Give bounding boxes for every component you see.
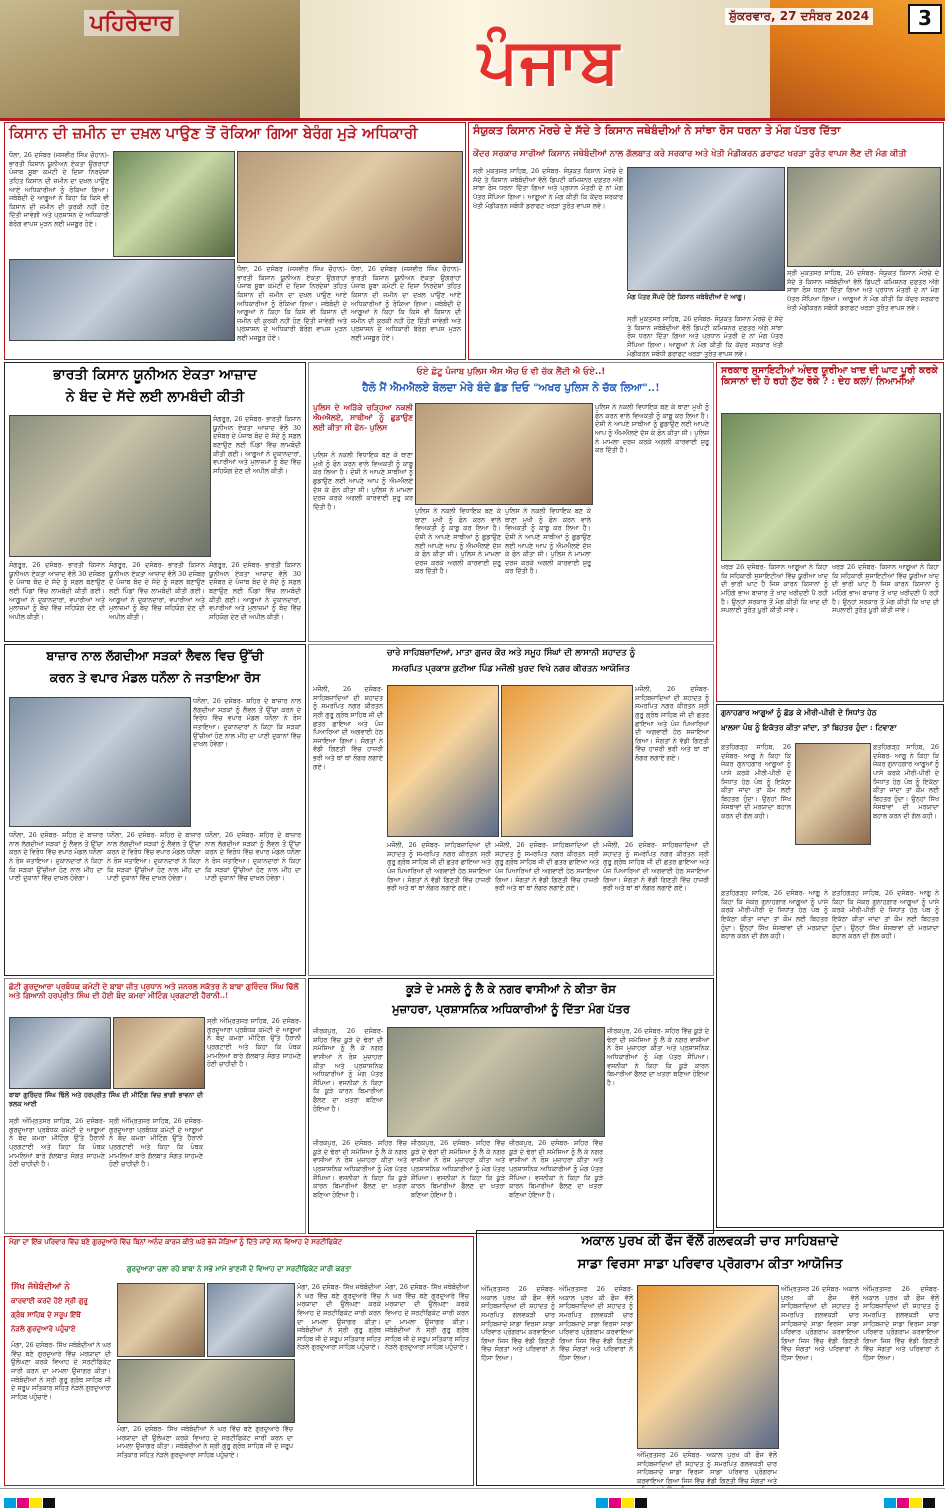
article-body: ਸੰਗਰੂਰ, 26 ਦਸੰਬਰ- ਭਾਰਤੀ ਕਿਸਾਨ ਯੂਨੀਅਨ ਏਕਤਾ ਆਜ਼ਾਦ ਵੱਲੋਂ 30 ਦਸੰਬਰ ਦੇ ਪੰਜਾਬ ਬੰਦ ਦੇ ਸੱਦੇ ਨੂੰ ਸਫ਼ਲ ਬਣਾਉਣ ਲਈ ਪਿੰਡਾਂ ਵਿੱਚ ਲਾਮਬੰਦੀ ਕੀਤੀ ਗਈ। ਆਗੂਆਂ ਨੇ ਦੁਕਾਨਦਾਰਾਂ, ਵਪਾਰੀਆਂ ਅਤੇ ਮੁਲਾਜ਼ਮਾਂ ਨੂੰ ਬੰਦ ਵਿੱਚ ਸਹਿਯੋਗ ਦੇਣ ਦੀ ਅਪੀਲ ਕੀਤੀ।: [109, 561, 205, 621]
article-body: ਜ਼ੀਰਕਪੁਰ, 26 ਦਸੰਬਰ- ਸ਼ਹਿਰ ਵਿੱਚ ਕੂੜੇ ਦੇ ਢੇਰਾਂ ਦੀ ਸਮੱਸਿਆ ਨੂੰ ਲੈ ਕੇ ਨਗਰ ਵਾਸੀਆਂ ਨੇ ਰੋਸ ਮੁਜ਼ਾਹਰਾ ਕੀਤਾ ਅਤੇ ਪ੍ਰਸ਼ਾਸਨਿਕ ਅਧਿਕਾਰੀਆਂ ਨੂੰ ਮੰਗ ਪੱਤਰ ਸੌਂਪਿਆ। ਵਸਨੀਕਾਂ ਨੇ ਕਿਹਾ ਕਿ ਕੂੜੇ ਕਾਰਨ ਬਿਮਾਰੀਆਂ ਫੈਲਣ ਦਾ ਖ਼ਤਰਾ ਬਣਿਆ ਹੋਇਆ ਹੈ।: [411, 1139, 505, 1199]
article-body: ਫ਼ਤਹਿਗੜ੍ਹ ਸਾਹਿਬ, 26 ਦਸੰਬਰ- ਆਗੂ ਨੇ ਕਿਹਾ ਕਿ ਜੇਕਰ ਗੁਨਾਹਗਾਰ ਆਗੂਆਂ ਨੂੰ ਪਾਸੇ ਕਰਕੇ ਮੀਰੀ-ਪੀਰੀ ਦੇ ਸਿਧਾਂਤ ਹੇਠ ਪੰਥ ਨੂੰ ਇਕੱਠਾ ਕੀਤਾ ਜਾਂਦਾ ਤਾਂ ਕੌਮ ਲਈ ਬਿਹਤਰ ਹੁੰਦਾ। ਉਨ੍ਹਾਂ ਸਿੱਖ ਸੰਸਥਾਵਾਂ ਦੀ ਮਰਯਾਦਾ ਬਹਾਲ ਕਰਨ ਦੀ ਗੱਲ ਕਹੀ।: [721, 743, 791, 821]
article-photo: [117, 1283, 205, 1357]
article-body: ਸ੍ਰੀ ਅੰਮ੍ਰਿਤਸਰ ਸਾਹਿਬ, 26 ਦਸੰਬਰ- ਗੁਰਦੁਆਰਾ ਪ੍ਰਬੰਧਕ ਕਮੇਟੀ ਦੇ ਆਗੂਆਂ ਨੇ ਬੰਦ ਕਮਰਾ ਮੀਟਿੰਗ ਉੱਤੇ ਹੈਰਾਨੀ ਪ੍ਰਗਟਾਈ ਅਤੇ ਕਿਹਾ ਕਿ ਪੰਥਕ ਮਾਮਲਿਆਂ ਬਾਰੇ ਗੱਲਬਾਤ ਸੰਗਤ ਸਾਹਮਣੇ ਹੋਣੀ ਚਾਹੀਦੀ ਹੈ।: [109, 1117, 203, 1169]
article-tiwana: [716, 704, 944, 1228]
article-photo: [415, 403, 593, 505]
article-photo: [387, 685, 499, 837]
article-lead: ਪੁਲਿਸ ਦੇ ਅੜਿੱਕੇ ਚੜ੍ਹਿਆ ਨਕਲੀ ਐਮਐਲਏ, ਸਾਥੀਆਂ ਨੂੰ ਛੁਡਾਉਣ ਲਈ ਕੀਤਾ ਸੀ ਫੋਨ- ਪੁਲਿਸ: [313, 403, 413, 433]
article-body: ਮਜੌਲੀ, 26 ਦਸੰਬਰ- ਸਾਹਿਬਜ਼ਾਦਿਆਂ ਦੀ ਸ਼ਹਾਦਤ ਨੂੰ ਸਮਰਪਿਤ ਨਗਰ ਕੀਰਤਨ ਸ੍ਰੀ ਗੁਰੂ ਗ੍ਰੰਥ ਸਾਹਿਬ ਜੀ ਦੀ ਛਤਰ ਛਾਇਆ ਅਤੇ ਪੰਜ ਪਿਆਰਿਆਂ ਦੀ ਅਗਵਾਈ ਹੇਠ ਸਜਾਇਆ ਗਿਆ। ਸੰਗਤਾਂ ਨੇ ਵੱਡੀ ਗਿਣਤੀ ਵਿੱਚ ਹਾਜ਼ਰੀ ਭਰੀ ਅਤੇ ਥਾਂ ਥਾਂ ਲੰਗਰ ਲਗਾਏ ਗਏ।: [635, 685, 709, 763]
article-headline: ਸਮਰਪਿਤ ਪ੍ਰਕਾਸ਼ ਕੁਟੀਆ ਪਿੰਡ ਮਜੌਲੀ ਖੁਰਦ ਵਿਖੇ ਨਗਰ ਕੀਰਤਨ ਆਯੋਜਿਤ: [392, 664, 630, 674]
article-body: ਮੋਗਾ, 26 ਦਸੰਬਰ- ਸਿੱਖ ਜਥੇਬੰਦੀਆਂ ਨੇ ਘਰ ਵਿੱਚ ਬਣੇ ਗੁਰਦੁਆਰੇ ਵਿੱਚ ਮਰਯਾਦਾ ਦੀ ਉਲੰਘਣਾ ਕਰਕੇ ਵਿਆਹ ਦੇ ਸਰਟੀਫਿਕੇਟ ਜਾਰੀ ਕਰਨ ਦਾ ਮਾਮਲਾ ਉਜਾਗਰ ਕੀਤਾ। ਜਥੇਬੰਦੀਆਂ ਨੇ ਸ੍ਰੀ ਗੁਰੂ ਗ੍ਰੰਥ ਸਾਹਿਬ ਜੀ ਦੇ ਸਰੂਪ ਸਤਿਕਾਰ ਸਹਿਤ ਨੇੜਲੇ ਗੁਰਦੁਆਰਾ ਸਾਹਿਬ ਪਹੁੰਚਾਏ।: [297, 1283, 381, 1352]
photo-caption: ਮੰਗ ਪੱਤਰ ਸੌਂਪਦੇ ਹੋਏ ਕਿਸਾਨ ਜਥੇਬੰਦੀਆਂ ਦੇ ਆਗੂ।: [627, 293, 746, 301]
article-headline: ਨੇ ਬੰਦ ਦੇ ਸੱਦੇ ਲਈ ਲਾਮਬੰਦੀ ਕੀਤੀ: [65, 389, 245, 405]
article-subheadline: ਕੇਂਦਰ ਸਰਕਾਰ ਸਾਰੀਆਂ ਕਿਸਾਨ ਜਥੇਬੰਦੀਆਂ ਨਾਲ ਗੱਲਬਾਤ ਕਰੇ ਸਰਕਾਰ ਅਤੇ ਖੇਤੀ ਮੰਡੀਕਰਨ ਡਰਾਫਟ ਖਰੜਾ ਤੁਰੰਤ ਵਾਪਸ ਲੈਣ ਦੀ ਮੰਗ ਕੀਤੀ: [473, 149, 907, 159]
newspaper-brand: ਪਹਿਰੇਦਾਰ: [84, 10, 179, 36]
article-body: ਜ਼ੀਰਕਪੁਰ, 26 ਦਸੰਬਰ- ਸ਼ਹਿਰ ਵਿੱਚ ਕੂੜੇ ਦੇ ਢੇਰਾਂ ਦੀ ਸਮੱਸਿਆ ਨੂੰ ਲੈ ਕੇ ਨਗਰ ਵਾਸੀਆਂ ਨੇ ਰੋਸ ਮੁਜ਼ਾਹਰਾ ਕੀਤਾ ਅਤੇ ਪ੍ਰਸ਼ਾਸਨਿਕ ਅਧਿਕਾਰੀਆਂ ਨੂੰ ਮੰਗ ਪੱਤਰ ਸੌਂਪਿਆ। ਵਸਨੀਕਾਂ ਨੇ ਕਿਹਾ ਕਿ ਕੂੜੇ ਕਾਰਨ ਬਿਮਾਰੀਆਂ ਫੈਲਣ ਦਾ ਖ਼ਤਰਾ ਬਣਿਆ ਹੋਇਆ ਹੈ।: [313, 1139, 407, 1199]
article-photo: [637, 1285, 779, 1449]
color-registration-strip: [4, 1493, 56, 1512]
article-photo: [9, 697, 191, 827]
article-photo: [501, 685, 633, 837]
article-body: ਮੋਗਾ, 26 ਦਸੰਬਰ- ਸਿੱਖ ਜਥੇਬੰਦੀਆਂ ਨੇ ਘਰ ਵਿੱਚ ਬਣੇ ਗੁਰਦੁਆਰੇ ਵਿੱਚ ਮਰਯਾਦਾ ਦੀ ਉਲੰਘਣਾ ਕਰਕੇ ਵਿਆਹ ਦੇ ਸਰਟੀਫਿਕੇਟ ਜਾਰੀ ਕਰਨ ਦਾ ਮਾਮਲਾ ਉਜਾਗਰ ਕੀਤਾ। ਜਥੇਬੰਦੀਆਂ ਨੇ ਸ੍ਰੀ ਗੁਰੂ ਗ੍ਰੰਥ ਸਾਹਿਬ ਜੀ ਦੇ ਸਰੂਪ ਸਤਿਕਾਰ ਸਹਿਤ ਨੇੜਲੇ ਗੁਰਦੁਆਰਾ ਸਾਹਿਬ ਪਹੁੰਚਾਏ।: [11, 1341, 111, 1401]
article-body: ਅੰਮ੍ਰਿਤਸਰ 26 ਦਸੰਬਰ- ਅਕਾਲ ਪੁਰਖ ਕੀ ਫੌਜ ਵੱਲੋਂ ਸਾਹਿਬਜ਼ਾਦਿਆਂ ਦੀ ਸ਼ਹਾਦਤ ਨੂੰ ਸਮਰਪਿਤ ਗਲਵਕੜੀ ਚਾਰ ਸਾਹਿਬਜ਼ਾਦੇ ਸਾਡਾ ਵਿਰਸਾ ਸਾਡਾ ਪਰਿਵਾਰ ਪ੍ਰੋਗਰਾਮ ਕਰਵਾਇਆ ਗਿਆ ਜਿਸ ਵਿੱਚ ਵੱਡੀ ਗਿਣਤੀ ਵਿੱਚ ਸੰਗਤਾਂ ਅਤੇ ਪਰਿਵਾਰਾਂ ਨੇ ਹਿੱਸਾ ਲਿਆ।: [781, 1285, 859, 1363]
article-body: ਫ਼ਤਹਿਗੜ੍ਹ ਸਾਹਿਬ, 26 ਦਸੰਬਰ- ਆਗੂ ਨੇ ਕਿਹਾ ਕਿ ਜੇਕਰ ਗੁਨਾਹਗਾਰ ਆਗੂਆਂ ਨੂੰ ਪਾਸੇ ਕਰਕੇ ਮੀਰੀ-ਪੀਰੀ ਦੇ ਸਿਧਾਂਤ ਹੇਠ ਪੰਥ ਨੂੰ ਇਕੱਠਾ ਕੀਤਾ ਜਾਂਦਾ ਤਾਂ ਕੌਮ ਲਈ ਬਿਹਤਰ ਹੁੰਦਾ। ਉਨ੍ਹਾਂ ਸਿੱਖ ਸੰਸਥਾਵਾਂ ਦੀ ਮਰਯਾਦਾ ਬਹਾਲ ਕਰਨ ਦੀ ਗੱਲ ਕਹੀ।: [721, 889, 828, 941]
article-body: ਖਰੜ 26 ਦਸੰਬਰ- ਕਿਸਾਨ ਆਗੂਆਂ ਨੇ ਕਿਹਾ ਕਿ ਸਹਿਕਾਰੀ ਸੁਸਾਇਟੀਆਂ ਵਿੱਚ ਯੂਰੀਆ ਖਾਦ ਦੀ ਭਾਰੀ ਘਾਟ ਹੈ ਜਿਸ ਕਾਰਨ ਕਿਸਾਨਾਂ ਨੂੰ ਮਹਿੰਗੇ ਭਾਅ ਬਾਜ਼ਾਰ ਤੋਂ ਖਾਦ ਖਰੀਦਣੀ ਪੈ ਰਹੀ ਹੈ। ਉਨ੍ਹਾਂ ਸਰਕਾਰ ਤੋਂ ਮੰਗ ਕੀਤੀ ਕਿ ਖਾਦ ਦੀ ਸਪਲਾਈ ਤੁਰੰਤ ਪੂਰੀ ਕੀਤੀ ਜਾਵੇ।: [721, 563, 828, 615]
article-body: ਅੰਮ੍ਰਿਤਸਰ 26 ਦਸੰਬਰ- ਅਕਾਲ ਪੁਰਖ ਕੀ ਫੌਜ ਵੱਲੋਂ ਸਾਹਿਬਜ਼ਾਦਿਆਂ ਦੀ ਸ਼ਹਾਦਤ ਨੂੰ ਸਮਰਪਿਤ ਗਲਵਕੜੀ ਚਾਰ ਸਾਹਿਬਜ਼ਾਦੇ ਸਾਡਾ ਵਿਰਸਾ ਸਾਡਾ ਪਰਿਵਾਰ ਪ੍ਰੋਗਰਾਮ ਕਰਵਾਇਆ ਗਿਆ ਜਿਸ ਵਿੱਚ ਵੱਡੀ ਗਿਣਤੀ ਵਿੱਚ ਸੰਗਤਾਂ ਅਤੇ: [637, 1451, 777, 1485]
article-photo: [787, 167, 941, 267]
article-fake-mla: [308, 362, 714, 642]
article-marriage-certificates: [4, 1236, 474, 1486]
article-headline: ਛੋਟੀ ਗੁਰਦੁਆਰਾ ਪ੍ਰਬੰਧਕ ਕਮੇਟੀ ਦੇ ਬਾਬਾ ਜੀਤ ਪ੍ਰਧਾਨ ਅਤੇ ਜਨਰਲ ਸਕੱਤਰ ਨੇ ਬਾਬਾ ਗੁਰਿੰਦਰ ਸਿੰਘ ਢਿੱਲੋਂ ਅਤੇ ਗਿਆਨੀ ਹਰਪ੍ਰੀਤ ਸਿੰਘ ਦੀ ਹੋਈ ਬੰਦ ਕਮਰਾ ਮੀਟਿੰਗ ਪ੍ਰਗਟਾਈ ਹੈਰਾਨੀ..!: [9, 982, 299, 1000]
article-body: ਸੰਗਰੂਰ, 26 ਦਸੰਬਰ- ਭਾਰਤੀ ਕਿਸਾਨ ਯੂਨੀਅਨ ਏਕਤਾ ਆਜ਼ਾਦ ਵੱਲੋਂ 30 ਦਸੰਬਰ ਦੇ ਪੰਜਾਬ ਬੰਦ ਦੇ ਸੱਦੇ ਨੂੰ ਸਫ਼ਲ ਬਣਾਉਣ ਲਈ ਪਿੰਡਾਂ ਵਿੱਚ ਲਾਮਬੰਦੀ ਕੀਤੀ ਗਈ। ਆਗੂਆਂ ਨੇ ਦੁਕਾਨਦਾਰਾਂ, ਵਪਾਰੀਆਂ ਅਤੇ ਮੁਲਾਜ਼ਮਾਂ ਨੂੰ ਬੰਦ ਵਿੱਚ ਸਹਿਯੋਗ ਦੇਣ ਦੀ ਅਪੀਲ ਕੀਤੀ।: [213, 415, 301, 475]
article-photo: [9, 1017, 111, 1089]
article-body: ਸ੍ਰੀ ਮੁਕਤਸਰ ਸਾਹਿਬ, 26 ਦਸੰਬਰ- ਸੰਯੁਕਤ ਕਿਸਾਨ ਮੋਰਚੇ ਦੇ ਸੱਦੇ ਤੇ ਕਿਸਾਨ ਜਥੇਬੰਦੀਆਂ ਵੱਲੋਂ ਡਿਪਟੀ ਕਮਿਸ਼ਨਰ ਦਫ਼ਤਰ ਅੱਗੇ ਸਾਂਝਾ ਰੋਸ ਧਰਨਾ ਦਿੱਤਾ ਗਿਆ ਅਤੇ ਪ੍ਰਧਾਨ ਮੰਤਰੀ ਦੇ ਨਾਂ ਮੰਗ ਪੱਤਰ ਸੌਂਪਿਆ ਗਿਆ। ਆਗੂਆਂ ਨੇ ਮੰਗ ਕੀਤੀ ਕਿ ਕੇਂਦਰ ਸਰਕਾਰ ਖੇਤੀ ਮੰਡੀਕਰਨ ਸਬੰਧੀ ਡਰਾਫਟ ਖਰੜਾ ਤੁਰੰਤ ਵਾਪਸ ਲਵੇ।: [473, 167, 623, 210]
article-market-roads: [4, 644, 306, 976]
article-photo: [207, 1283, 295, 1357]
page-footer: [0, 1488, 945, 1508]
article-committee-meeting: [4, 978, 306, 1234]
article-garbage-protest: [308, 978, 714, 1234]
article-headline: ਸਰਕਾਰ ਸੁਸਾਇਟੀਆਂ ਅੰਦਰ ਯੂਰੀਆ ਖਾਦ ਦੀ ਘਾਟ ਪੂਰੀ ਕਰਕੇ ਕਿਸਾਨਾਂ ਦੀ ਹੋ ਰਹੀ ਲੁੱਟ ਰੋਕੇ ? : ਦੇਹ ਕਲਾਂ/ ਨਿਆਮੀਆਂ: [721, 365, 938, 387]
article-body: ਸ੍ਰੀ ਮੁਕਤਸਰ ਸਾਹਿਬ, 26 ਦਸੰਬਰ- ਸੰਯੁਕਤ ਕਿਸਾਨ ਮੋਰਚੇ ਦੇ ਸੱਦੇ ਤੇ ਕਿਸਾਨ ਜਥੇਬੰਦੀਆਂ ਵੱਲੋਂ ਡਿਪਟੀ ਕਮਿਸ਼ਨਰ ਦਫ਼ਤਰ ਅੱਗੇ ਸਾਂਝਾ ਰੋਸ ਧਰਨਾ ਦਿੱਤਾ ਗਿਆ ਅਤੇ ਪ੍ਰਧਾਨ ਮੰਤਰੀ ਦੇ ਨਾਂ ਮੰਗ ਪੱਤਰ ਸੌਂਪਿਆ ਗਿਆ। ਆਗੂਆਂ ਨੇ ਮੰਗ ਕੀਤੀ ਕਿ ਕੇਂਦਰ ਸਰਕਾਰ ਖੇਤੀ ਮੰਡੀਕਰਨ ਸਬੰਧੀ ਡਰਾਫਟ ਖਰੜਾ ਤੁਰੰਤ ਵਾਪਸ ਲਵੇ।: [627, 315, 783, 358]
article-photo: [9, 415, 211, 557]
article-headline: ਗੁਨਾਹਗਾਰ ਆਗੂਆਂ ਨੂੰ ਛੱਡ ਕੇ ਮੀਰੀ-ਪੀਰੀ ਦੇ ਸਿਧਾਂਤ ਹੇਠ: [721, 708, 877, 717]
article-body: ਪੁਲਿਸ ਨੇ ਨਕਲੀ ਵਿਧਾਇਕ ਬਣ ਕੇ ਥਾਣਾ ਮੁਖੀ ਨੂੰ ਫੋਨ ਕਰਨ ਵਾਲੇ ਵਿਅਕਤੀ ਨੂੰ ਕਾਬੂ ਕਰ ਲਿਆ ਹੈ। ਦੋਸ਼ੀ ਨੇ ਆਪਣੇ ਸਾਥੀਆਂ ਨੂੰ ਛੁਡਾਉਣ ਲਈ ਆਪਣੇ ਆਪ ਨੂੰ ਐਮਐਲਏ ਦੱਸ ਕੇ ਫੋਨ ਕੀਤਾ ਸੀ। ਪੁਲਿਸ ਨੇ ਮਾਮਲਾ ਦਰਜ ਕਰਕੇ ਅਗਲੀ ਕਾਰਵਾਈ ਸ਼ੁਰੂ ਕਰ ਦਿੱਤੀ ਹੈ।: [505, 507, 591, 576]
article-body: ਸ੍ਰੀ ਮੁਕਤਸਰ ਸਾਹਿਬ, 26 ਦਸੰਬਰ- ਸੰਯੁਕਤ ਕਿਸਾਨ ਮੋਰਚੇ ਦੇ ਸੱਦੇ ਤੇ ਕਿਸਾਨ ਜਥੇਬੰਦੀਆਂ ਵੱਲੋਂ ਡਿਪਟੀ ਕਮਿਸ਼ਨਰ ਦਫ਼ਤਰ ਅੱਗੇ ਸਾਂਝਾ ਰੋਸ ਧਰਨਾ ਦਿੱਤਾ ਗਿਆ ਅਤੇ ਪ੍ਰਧਾਨ ਮੰਤਰੀ ਦੇ ਨਾਂ ਮੰਗ ਪੱਤਰ ਸੌਂਪਿਆ ਗਿਆ। ਆਗੂਆਂ ਨੇ ਮੰਗ ਕੀਤੀ ਕਿ ਕੇਂਦਰ ਸਰਕਾਰ ਖੇਤੀ ਮੰਡੀਕਰਨ ਸਬੰਧੀ ਡਰਾਫਟ ਖਰੜਾ ਤੁਰੰਤ ਵਾਪਸ ਲਵੇ।: [787, 269, 939, 312]
article-photo: [795, 743, 871, 845]
issue-date: ਸ਼ੁੱਕਰਵਾਰ, 27 ਦਸੰਬਰ 2024: [725, 8, 873, 25]
article-body: ਧਨੌਲਾ, 26 ਦਸੰਬਰ- ਸ਼ਹਿਰ ਦੇ ਬਾਜ਼ਾਰ ਨਾਲ ਲੱਗਦੀਆਂ ਸੜਕਾਂ ਨੂੰ ਲੈਵਲ ਤੋਂ ਉੱਚਾ ਕਰਨ ਦੇ ਵਿਰੋਧ ਵਿੱਚ ਵਪਾਰ ਮੰਡਲ ਧਨੌਲਾ ਨੇ ਰੋਸ ਜਤਾਇਆ। ਦੁਕਾਨਦਾਰਾਂ ਨੇ ਕਿਹਾ ਕਿ ਸੜਕਾਂ ਉੱਚੀਆਂ ਹੋਣ ਨਾਲ ਮੀਂਹ ਦਾ ਪਾਣੀ ਦੁਕਾਨਾਂ ਵਿੱਚ ਦਾਖ਼ਲ ਹੋਵੇਗਾ।: [107, 831, 201, 883]
page-number: 3: [908, 4, 942, 34]
article-body: ਅੰਮ੍ਰਿਤਸਰ 26 ਦਸੰਬਰ- ਅਕਾਲ ਪੁਰਖ ਕੀ ਫੌਜ ਵੱਲੋਂ ਸਾਹਿਬਜ਼ਾਦਿਆਂ ਦੀ ਸ਼ਹਾਦਤ ਨੂੰ ਸਮਰਪਿਤ ਗਲਵਕੜੀ ਚਾਰ ਸਾਹਿਬਜ਼ਾਦੇ ਸਾਡਾ ਵਿਰਸਾ ਸਾਡਾ ਪਰਿਵਾਰ ਪ੍ਰੋਗਰਾਮ ਕਰਵਾਇਆ ਗਿਆ ਜਿਸ ਵਿੱਚ ਵੱਡੀ ਗਿਣਤੀ ਵਿੱਚ ਸੰਗਤਾਂ ਅਤੇ ਪਰਿਵਾਰਾਂ ਨੇ ਹਿੱਸਾ ਲਿਆ।: [481, 1285, 555, 1363]
article-skm-protest: [468, 122, 944, 360]
article-photo: [721, 413, 941, 561]
article-headline: ਬਾਜ਼ਾਰ ਨਾਲ ਲੱਗਦੀਆ ਸੜਕਾਂ ਲੈਵਲ ਵਿਚ ਉੱਚੀ: [46, 648, 264, 663]
photo-caption: ਬਾਬਾ ਗੁਰਿੰਦਰ ਸਿੰਘ ਢਿੱਲੋਂ ਅਤੇ ਹਰਪ੍ਰੀਤ ਸਿੰਘ ਦੀ ਮੀਟਿੰਗ ਵਿਚ ਭਾਗੀ ਭਾਵਨਾ ਦੀ ਝਲਕ ਆਈ: [9, 1091, 203, 1108]
article-body: ਸ੍ਰੀ ਅੰਮ੍ਰਿਤਸਰ ਸਾਹਿਬ, 26 ਦਸੰਬਰ- ਗੁਰਦੁਆਰਾ ਪ੍ਰਬੰਧਕ ਕਮੇਟੀ ਦੇ ਆਗੂਆਂ ਨੇ ਬੰਦ ਕਮਰਾ ਮੀਟਿੰਗ ਉੱਤੇ ਹੈਰਾਨੀ ਪ੍ਰਗਟਾਈ ਅਤੇ ਕਿਹਾ ਕਿ ਪੰਥਕ ਮਾਮਲਿਆਂ ਬਾਰੇ ਗੱਲਬਾਤ ਸੰਗਤ ਸਾਹਮਣੇ ਹੋਣੀ ਚਾਹੀਦੀ ਹੈ।: [9, 1117, 105, 1169]
article-body: ਮਜੌਲੀ, 26 ਦਸੰਬਰ- ਸਾਹਿਬਜ਼ਾਦਿਆਂ ਦੀ ਸ਼ਹਾਦਤ ਨੂੰ ਸਮਰਪਿਤ ਨਗਰ ਕੀਰਤਨ ਸ੍ਰੀ ਗੁਰੂ ਗ੍ਰੰਥ ਸਾਹਿਬ ਜੀ ਦੀ ਛਤਰ ਛਾਇਆ ਅਤੇ ਪੰਜ ਪਿਆਰਿਆਂ ਦੀ ਅਗਵਾਈ ਹੇਠ ਸਜਾਇਆ ਗਿਆ। ਸੰਗਤਾਂ ਨੇ ਵੱਡੀ ਗਿਣਤੀ ਵਿੱਚ ਹਾਜ਼ਰੀ ਭਰੀ ਅਤੇ ਥਾਂ ਥਾਂ ਲੰਗਰ ਲਗਾਏ ਗਏ।: [603, 841, 709, 893]
article-body: ਮਜੌਲੀ, 26 ਦਸੰਬਰ- ਸਾਹਿਬਜ਼ਾਦਿਆਂ ਦੀ ਸ਼ਹਾਦਤ ਨੂੰ ਸਮਰਪਿਤ ਨਗਰ ਕੀਰਤਨ ਸ੍ਰੀ ਗੁਰੂ ਗ੍ਰੰਥ ਸਾਹਿਬ ਜੀ ਦੀ ਛਤਰ ਛਾਇਆ ਅਤੇ ਪੰਜ ਪਿਆਰਿਆਂ ਦੀ ਅਗਵਾਈ ਹੇਠ ਸਜਾਇਆ ਗਿਆ। ਸੰਗਤਾਂ ਨੇ ਵੱਡੀ ਗਿਣਤੀ ਵਿੱਚ ਹਾਜ਼ਰੀ ਭਰੀ ਅਤੇ ਥਾਂ ਥਾਂ ਲੰਗਰ ਲਗਾਏ ਗਏ।: [387, 841, 491, 893]
article-headline: ਕਿਸਾਨ ਦੀ ਜ਼ਮੀਨ ਦਾ ਦਖ਼ਲ ਪਾਉਣ ਤੋਂ ਰੋਕਿਆ ਗਿਆ ਬੇਰੰਗ ਮੁੜੇ ਅਧਿਕਾਰੀ: [9, 124, 418, 142]
article-urea-shortage: [716, 362, 944, 702]
article-body: ਫ਼ਤਹਿਗੜ੍ਹ ਸਾਹਿਬ, 26 ਦਸੰਬਰ- ਆਗੂ ਨੇ ਕਿਹਾ ਕਿ ਜੇਕਰ ਗੁਨਾਹਗਾਰ ਆਗੂਆਂ ਨੂੰ ਪਾਸੇ ਕਰਕੇ ਮੀਰੀ-ਪੀਰੀ ਦੇ ਸਿਧਾਂਤ ਹੇਠ ਪੰਥ ਨੂੰ ਇਕੱਠਾ ਕੀਤਾ ਜਾਂਦਾ ਤਾਂ ਕੌਮ ਲਈ ਬਿਹਤਰ ਹੁੰਦਾ। ਉਨ੍ਹਾਂ ਸਿੱਖ ਸੰਸਥਾਵਾਂ ਦੀ ਮਰਯਾਦਾ ਬਹਾਲ ਕਰਨ ਦੀ ਗੱਲ ਕਹੀ।: [832, 889, 939, 941]
article-headline: ਖ਼ਾਲਸਾ ਪੰਥ ਨੂੰ ਇਕੱਤਰ ਕੀਤਾ ਜਾਂਦਾ, ਤਾਂ ਬਿਹਤਰ ਹੁੰਦਾ : ਟਿਵਾਣਾ: [721, 723, 897, 732]
article-galvakdi-program: [476, 1230, 944, 1486]
article-body: ਸੰਗਰੂਰ, 26 ਦਸੰਬਰ- ਭਾਰਤੀ ਕਿਸਾਨ ਯੂਨੀਅਨ ਏਕਤਾ ਆਜ਼ਾਦ ਵੱਲੋਂ 30 ਦਸੰਬਰ ਦੇ ਪੰਜਾਬ ਬੰਦ ਦੇ ਸੱਦੇ ਨੂੰ ਸਫ਼ਲ ਬਣਾਉਣ ਲਈ ਪਿੰਡਾਂ ਵਿੱਚ ਲਾਮਬੰਦੀ ਕੀਤੀ ਗਈ। ਆਗੂਆਂ ਨੇ ਦੁਕਾਨਦਾਰਾਂ, ਵਪਾਰੀਆਂ ਅਤੇ ਮੁਲਾਜ਼ਮਾਂ ਨੂੰ ਬੰਦ ਵਿੱਚ ਸਹਿਯੋਗ ਦੇਣ ਦੀ ਅਪੀਲ ਕੀਤੀ।: [209, 561, 301, 621]
article-headline: ਚਾਰੇ ਸਾਹਿਬਜ਼ਾਦਿਆਂ, ਮਾਤਾ ਗੁਜਰ ਕੌਰ ਅਤੇ ਸਮੂਹ ਸਿੰਘਾਂ ਦੀ ਲਾਸਾਨੀ ਸ਼ਹਾਦਤ ਨੂੰ: [386, 648, 636, 658]
article-body: ਸ੍ਰੀ ਅੰਮ੍ਰਿਤਸਰ ਸਾਹਿਬ, 26 ਦਸੰਬਰ- ਗੁਰਦੁਆਰਾ ਪ੍ਰਬੰਧਕ ਕਮੇਟੀ ਦੇ ਆਗੂਆਂ ਨੇ ਬੰਦ ਕਮਰਾ ਮੀਟਿੰਗ ਉੱਤੇ ਹੈਰਾਨੀ ਪ੍ਰਗਟਾਈ ਅਤੇ ਕਿਹਾ ਕਿ ਪੰਥਕ ਮਾਮਲਿਆਂ ਬਾਰੇ ਗੱਲਬਾਤ ਸੰਗਤ ਸਾਹਮਣੇ ਹੋਣੀ ਚਾਹੀਦੀ ਹੈ।: [207, 1017, 301, 1069]
article-body: ਅੰਮ੍ਰਿਤਸਰ 26 ਦਸੰਬਰ- ਅਕਾਲ ਪੁਰਖ ਕੀ ਫੌਜ ਵੱਲੋਂ ਸਾਹਿਬਜ਼ਾਦਿਆਂ ਦੀ ਸ਼ਹਾਦਤ ਨੂੰ ਸਮਰਪਿਤ ਗਲਵਕੜੀ ਚਾਰ ਸਾਹਿਬਜ਼ਾਦੇ ਸਾਡਾ ਵਿਰਸਾ ਸਾਡਾ ਪਰਿਵਾਰ ਪ੍ਰੋਗਰਾਮ ਕਰਵਾਇਆ ਗਿਆ ਜਿਸ ਵਿੱਚ ਵੱਡੀ ਗਿਣਤੀ ਵਿੱਚ ਸੰਗਤਾਂ ਅਤੇ ਪਰਿਵਾਰਾਂ ਨੇ ਹਿੱਸਾ ਲਿਆ।: [559, 1285, 633, 1363]
article-land-possession: [4, 122, 466, 360]
article-body: ਖਰੜ 26 ਦਸੰਬਰ- ਕਿਸਾਨ ਆਗੂਆਂ ਨੇ ਕਿਹਾ ਕਿ ਸਹਿਕਾਰੀ ਸੁਸਾਇਟੀਆਂ ਵਿੱਚ ਯੂਰੀਆ ਖਾਦ ਦੀ ਭਾਰੀ ਘਾਟ ਹੈ ਜਿਸ ਕਾਰਨ ਕਿਸਾਨਾਂ ਨੂੰ ਮਹਿੰਗੇ ਭਾਅ ਬਾਜ਼ਾਰ ਤੋਂ ਖਾਦ ਖਰੀਦਣੀ ਪੈ ਰਹੀ ਹੈ। ਉਨ੍ਹਾਂ ਸਰਕਾਰ ਤੋਂ ਮੰਗ ਕੀਤੀ ਕਿ ਖਾਦ ਦੀ ਸਪਲਾਈ ਤੁਰੰਤ ਪੂਰੀ ਕੀਤੀ ਜਾਵੇ।: [832, 563, 939, 615]
article-body: ਪੁਲਿਸ ਨੇ ਨਕਲੀ ਵਿਧਾਇਕ ਬਣ ਕੇ ਥਾਣਾ ਮੁਖੀ ਨੂੰ ਫੋਨ ਕਰਨ ਵਾਲੇ ਵਿਅਕਤੀ ਨੂੰ ਕਾਬੂ ਕਰ ਲਿਆ ਹੈ। ਦੋਸ਼ੀ ਨੇ ਆਪਣੇ ਸਾਥੀਆਂ ਨੂੰ ਛੁਡਾਉਣ ਲਈ ਆਪਣੇ ਆਪ ਨੂੰ ਐਮਐਲਏ ਦੱਸ ਕੇ ਫੋਨ ਕੀਤਾ ਸੀ। ਪੁਲਿਸ ਨੇ ਮਾਮਲਾ ਦਰਜ ਕਰਕੇ ਅਗਲੀ ਕਾਰਵਾਈ ਸ਼ੁਰੂ ਕਰ ਦਿੱਤੀ ਹੈ।: [415, 507, 501, 576]
article-body: ਮਜੌਲੀ, 26 ਦਸੰਬਰ- ਸਾਹਿਬਜ਼ਾਦਿਆਂ ਦੀ ਸ਼ਹਾਦਤ ਨੂੰ ਸਮਰਪਿਤ ਨਗਰ ਕੀਰਤਨ ਸ੍ਰੀ ਗੁਰੂ ਗ੍ਰੰਥ ਸਾਹਿਬ ਜੀ ਦੀ ਛਤਰ ਛਾਇਆ ਅਤੇ ਪੰਜ ਪਿਆਰਿਆਂ ਦੀ ਅਗਵਾਈ ਹੇਠ ਸਜਾਇਆ ਗਿਆ। ਸੰਗਤਾਂ ਨੇ ਵੱਡੀ ਗਿਣਤੀ ਵਿੱਚ ਹਾਜ਼ਰੀ ਭਰੀ ਅਤੇ ਥਾਂ ਥਾਂ ਲੰਗਰ ਲਗਾਏ ਗਏ।: [495, 841, 599, 893]
color-registration-strip: [884, 1493, 936, 1512]
masthead: [0, 0, 945, 121]
article-headline: ਭਾਰਤੀ ਕਿਸਾਨ ਯੂਨੀਅਨ ਏਕਤਾ ਆਜ਼ਾਦ: [53, 367, 257, 383]
article-photo: [9, 259, 235, 341]
article-body: ਫ਼ਤਹਿਗੜ੍ਹ ਸਾਹਿਬ, 26 ਦਸੰਬਰ- ਆਗੂ ਨੇ ਕਿਹਾ ਕਿ ਜੇਕਰ ਗੁਨਾਹਗਾਰ ਆਗੂਆਂ ਨੂੰ ਪਾਸੇ ਕਰਕੇ ਮੀਰੀ-ਪੀਰੀ ਦੇ ਸਿਧਾਂਤ ਹੇਠ ਪੰਥ ਨੂੰ ਇਕੱਠਾ ਕੀਤਾ ਜਾਂਦਾ ਤਾਂ ਕੌਮ ਲਈ ਬਿਹਤਰ ਹੁੰਦਾ। ਉਨ੍ਹਾਂ ਸਿੱਖ ਸੰਸਥਾਵਾਂ ਦੀ ਮਰਯਾਦਾ ਬਹਾਲ ਕਰਨ ਦੀ ਗੱਲ ਕਹੀ।: [873, 743, 939, 821]
article-headline: ਅਕਾਲ ਪੁਰਖ ਕੀ ਫੌਜ ਵੱਲੋਂ ਗਲਵਕੜੀ ਚਾਰ ਸਾਹਿਬਜ਼ਾਦੇ: [581, 1234, 839, 1249]
color-registration-strip: [596, 1493, 648, 1512]
article-nagar-kirtan: [308, 644, 714, 976]
article-photo: [237, 151, 463, 263]
sidebar-headline: ਨੇੜਲੇ ਗੁਰਦੁਆਰੇ ਪਹੁੰਚਾਏ: [11, 1324, 76, 1333]
section-title: ਪੰਜਾਬ: [478, 24, 621, 97]
article-photo: [627, 167, 785, 291]
article-headline: ਹੈਲੋ ਮੈਂ ਐਮਐਲਏ ਬੋਲਦਾ ਮੇਰੇ ਬੰਦੇ ਛੱਡ ਦਿਓ "ਅਖਰ ਪੁਲਿਸ ਨੇ ਚੱਕ ਲਿਆ"..!: [362, 382, 660, 394]
article-body: ਪੁਲਿਸ ਨੇ ਨਕਲੀ ਵਿਧਾਇਕ ਬਣ ਕੇ ਥਾਣਾ ਮੁਖੀ ਨੂੰ ਫੋਨ ਕਰਨ ਵਾਲੇ ਵਿਅਕਤੀ ਨੂੰ ਕਾਬੂ ਕਰ ਲਿਆ ਹੈ। ਦੋਸ਼ੀ ਨੇ ਆਪਣੇ ਸਾਥੀਆਂ ਨੂੰ ਛੁਡਾਉਣ ਲਈ ਆਪਣੇ ਆਪ ਨੂੰ ਐਮਐਲਏ ਦੱਸ ਕੇ ਫੋਨ ਕੀਤਾ ਸੀ। ਪੁਲਿਸ ਨੇ ਮਾਮਲਾ ਦਰਜ ਕਰਕੇ ਅਗਲੀ ਕਾਰਵਾਈ ਸ਼ੁਰੂ ਕਰ ਦਿੱਤੀ ਹੈ।: [595, 403, 709, 455]
article-headline: ਸੰਯੁਕਤ ਕਿਸਾਨ ਮੋਰਚੇ ਦੇ ਸੱਦੇ ਤੇ ਕਿਸਾਨ ਜਥੇਬੰਦੀਆਂ ਨੇ ਸਾਂਝਾ ਰੋਸ ਧਰਨਾ ਤੇ ਮੰਗ ਪੱਤਰ ਦਿੱਤਾ: [473, 124, 841, 137]
article-body: ਜ਼ੀਰਕਪੁਰ, 26 ਦਸੰਬਰ- ਸ਼ਹਿਰ ਵਿੱਚ ਕੂੜੇ ਦੇ ਢੇਰਾਂ ਦੀ ਸਮੱਸਿਆ ਨੂੰ ਲੈ ਕੇ ਨਗਰ ਵਾਸੀਆਂ ਨੇ ਰੋਸ ਮੁਜ਼ਾਹਰਾ ਕੀਤਾ ਅਤੇ ਪ੍ਰਸ਼ਾਸਨਿਕ ਅਧਿਕਾਰੀਆਂ ਨੂੰ ਮੰਗ ਪੱਤਰ ਸੌਂਪਿਆ। ਵਸਨੀਕਾਂ ਨੇ ਕਿਹਾ ਕਿ ਕੂੜੇ ਕਾਰਨ ਬਿਮਾਰੀਆਂ ਫੈਲਣ ਦਾ ਖ਼ਤਰਾ ਬਣਿਆ ਹੋਇਆ ਹੈ।: [313, 1027, 383, 1113]
article-body: ਧੌਲਾ, 26 ਦਸੰਬਰ (ਜਸਵੀਰ ਸਿੰਘ ਚੌਹਾਨ)- ਭਾਰਤੀ ਕਿਸਾਨ ਯੂਨੀਅਨ ਏਕਤਾ ਉਗਰਾਹਾਂ ਪੰਜਾਬ ਸੂਬਾ ਕਮੇਟੀ ਦੇ ਦਿਸ਼ਾ ਨਿਰਦੇਸ਼ਾਂ ਤਹਿਤ ਕਿਸਾਨ ਦੀ ਜ਼ਮੀਨ ਦਾ ਦਖ਼ਲ ਪਾਉਣ ਆਏ ਅਧਿਕਾਰੀਆਂ ਨੂੰ ਰੋਕਿਆ ਗਿਆ। ਜਥੇਬੰਦੀ ਦੇ ਆਗੂਆਂ ਨੇ ਕਿਹਾ ਕਿ ਕਿਸੇ ਵੀ ਕਿਸਾਨ ਦੀ ਜ਼ਮੀਨ ਦੀ ਕੁਰਕੀ ਨਹੀਂ ਹੋਣ ਦਿੱਤੀ ਜਾਵੇਗੀ ਅਤੇ ਪ੍ਰਸ਼ਾਸਨ ਦੇ ਅਧਿਕਾਰੀ ਬੇਰੰਗ ਵਾਪਸ ਮੁੜਨ ਲਈ ਮਜਬੂਰ ਹੋਏ।: [237, 265, 347, 343]
article-body: ਜ਼ੀਰਕਪੁਰ, 26 ਦਸੰਬਰ- ਸ਼ਹਿਰ ਵਿੱਚ ਕੂੜੇ ਦੇ ਢੇਰਾਂ ਦੀ ਸਮੱਸਿਆ ਨੂੰ ਲੈ ਕੇ ਨਗਰ ਵਾਸੀਆਂ ਨੇ ਰੋਸ ਮੁਜ਼ਾਹਰਾ ਕੀਤਾ ਅਤੇ ਪ੍ਰਸ਼ਾਸਨਿਕ ਅਧਿਕਾਰੀਆਂ ਨੂੰ ਮੰਗ ਪੱਤਰ ਸੌਂਪਿਆ। ਵਸਨੀਕਾਂ ਨੇ ਕਿਹਾ ਕਿ ਕੂੜੇ ਕਾਰਨ ਬਿਮਾਰੀਆਂ ਫੈਲਣ ਦਾ ਖ਼ਤਰਾ ਬਣਿਆ ਹੋਇਆ ਹੈ।: [607, 1027, 709, 1087]
article-photo: [117, 1359, 295, 1423]
article-photo: [387, 1027, 605, 1137]
article-photo: [113, 151, 235, 257]
article-body: ਅੰਮ੍ਰਿਤਸਰ 26 ਦਸੰਬਰ- ਅਕਾਲ ਪੁਰਖ ਕੀ ਫੌਜ ਵੱਲੋਂ ਸਾਹਿਬਜ਼ਾਦਿਆਂ ਦੀ ਸ਼ਹਾਦਤ ਨੂੰ ਸਮਰਪਿਤ ਗਲਵਕੜੀ ਚਾਰ ਸਾਹਿਬਜ਼ਾਦੇ ਸਾਡਾ ਵਿਰਸਾ ਸਾਡਾ ਪਰਿਵਾਰ ਪ੍ਰੋਗਰਾਮ ਕਰਵਾਇਆ ਗਿਆ ਜਿਸ ਵਿੱਚ ਵੱਡੀ ਗਿਣਤੀ ਵਿੱਚ ਸੰਗਤਾਂ ਅਤੇ ਪਰਿਵਾਰਾਂ ਨੇ ਹਿੱਸਾ ਲਿਆ।: [863, 1285, 939, 1363]
article-body: ਧਨੌਲਾ, 26 ਦਸੰਬਰ- ਸ਼ਹਿਰ ਦੇ ਬਾਜ਼ਾਰ ਨਾਲ ਲੱਗਦੀਆਂ ਸੜਕਾਂ ਨੂੰ ਲੈਵਲ ਤੋਂ ਉੱਚਾ ਕਰਨ ਦੇ ਵਿਰੋਧ ਵਿੱਚ ਵਪਾਰ ਮੰਡਲ ਧਨੌਲਾ ਨੇ ਰੋਸ ਜਤਾਇਆ। ਦੁਕਾਨਦਾਰਾਂ ਨੇ ਕਿਹਾ ਕਿ ਸੜਕਾਂ ਉੱਚੀਆਂ ਹੋਣ ਨਾਲ ਮੀਂਹ ਦਾ ਪਾਣੀ ਦੁਕਾਨਾਂ ਵਿੱਚ ਦਾਖ਼ਲ ਹੋਵੇਗਾ।: [193, 697, 301, 749]
article-body: ਮੋਗਾ, 26 ਦਸੰਬਰ- ਸਿੱਖ ਜਥੇਬੰਦੀਆਂ ਨੇ ਘਰ ਵਿੱਚ ਬਣੇ ਗੁਰਦੁਆਰੇ ਵਿੱਚ ਮਰਯਾਦਾ ਦੀ ਉਲੰਘਣਾ ਕਰਕੇ ਵਿਆਹ ਦੇ ਸਰਟੀਫਿਕੇਟ ਜਾਰੀ ਕਰਨ ਦਾ ਮਾਮਲਾ ਉਜਾਗਰ ਕੀਤਾ। ਜਥੇਬੰਦੀਆਂ ਨੇ ਸ੍ਰੀ ਗੁਰੂ ਗ੍ਰੰਥ ਸਾਹਿਬ ਜੀ ਦੇ ਸਰੂਪ ਸਤਿਕਾਰ ਸਹਿਤ ਨੇੜਲੇ ਗੁਰਦੁਆਰਾ ਸਾਹਿਬ ਪਹੁੰਚਾਏ।: [117, 1425, 293, 1459]
article-body: ਧੌਲਾ, 26 ਦਸੰਬਰ (ਜਸਵੀਰ ਸਿੰਘ ਚੌਹਾਨ)- ਭਾਰਤੀ ਕਿਸਾਨ ਯੂਨੀਅਨ ਏਕਤਾ ਉਗਰਾਹਾਂ ਪੰਜਾਬ ਸੂਬਾ ਕਮੇਟੀ ਦੇ ਦਿਸ਼ਾ ਨਿਰਦੇਸ਼ਾਂ ਤਹਿਤ ਕਿਸਾਨ ਦੀ ਜ਼ਮੀਨ ਦਾ ਦਖ਼ਲ ਪਾਉਣ ਆਏ ਅਧਿਕਾਰੀਆਂ ਨੂੰ ਰੋਕਿਆ ਗਿਆ। ਜਥੇਬੰਦੀ ਦੇ ਆਗੂਆਂ ਨੇ ਕਿਹਾ ਕਿ ਕਿਸੇ ਵੀ ਕਿਸਾਨ ਦੀ ਜ਼ਮੀਨ ਦੀ ਕੁਰਕੀ ਨਹੀਂ ਹੋਣ ਦਿੱਤੀ ਜਾਵੇਗੀ ਅਤੇ ਪ੍ਰਸ਼ਾਸਨ ਦੇ ਅਧਿਕਾਰੀ ਬੇਰੰਗ ਵਾਪਸ ਮੁੜਨ ਲਈ ਮਜਬੂਰ ਹੋਏ।: [9, 151, 109, 229]
article-photo: [113, 1017, 205, 1089]
article-bku-azad: [4, 362, 306, 642]
article-body: ਸੰਗਰੂਰ, 26 ਦਸੰਬਰ- ਭਾਰਤੀ ਕਿਸਾਨ ਯੂਨੀਅਨ ਏਕਤਾ ਆਜ਼ਾਦ ਵੱਲੋਂ 30 ਦਸੰਬਰ ਦੇ ਪੰਜਾਬ ਬੰਦ ਦੇ ਸੱਦੇ ਨੂੰ ਸਫ਼ਲ ਬਣਾਉਣ ਲਈ ਪਿੰਡਾਂ ਵਿੱਚ ਲਾਮਬੰਦੀ ਕੀਤੀ ਗਈ। ਆਗੂਆਂ ਨੇ ਦੁਕਾਨਦਾਰਾਂ, ਵਪਾਰੀਆਂ ਅਤੇ ਮੁਲਾਜ਼ਮਾਂ ਨੂੰ ਬੰਦ ਵਿੱਚ ਸਹਿਯੋਗ ਦੇਣ ਦੀ ਅਪੀਲ ਕੀਤੀ।: [9, 561, 105, 621]
article-body: ਮੋਗਾ, 26 ਦਸੰਬਰ- ਸਿੱਖ ਜਥੇਬੰਦੀਆਂ ਨੇ ਘਰ ਵਿੱਚ ਬਣੇ ਗੁਰਦੁਆਰੇ ਵਿੱਚ ਮਰਯਾਦਾ ਦੀ ਉਲੰਘਣਾ ਕਰਕੇ ਵਿਆਹ ਦੇ ਸਰਟੀਫਿਕੇਟ ਜਾਰੀ ਕਰਨ ਦਾ ਮਾਮਲਾ ਉਜਾਗਰ ਕੀਤਾ। ਜਥੇਬੰਦੀਆਂ ਨੇ ਸ੍ਰੀ ਗੁਰੂ ਗ੍ਰੰਥ ਸਾਹਿਬ ਜੀ ਦੇ ਸਰੂਪ ਸਤਿਕਾਰ ਸਹਿਤ ਨੇੜਲੇ ਗੁਰਦੁਆਰਾ ਸਾਹਿਬ ਪਹੁੰਚਾਏ।: [385, 1283, 469, 1352]
sidebar-headline: ਸਿੱਖ ਜੱਥੇਬੰਦੀਆਂ ਨੇ: [11, 1282, 70, 1292]
article-body: ਧਨੌਲਾ, 26 ਦਸੰਬਰ- ਸ਼ਹਿਰ ਦੇ ਬਾਜ਼ਾਰ ਨਾਲ ਲੱਗਦੀਆਂ ਸੜਕਾਂ ਨੂੰ ਲੈਵਲ ਤੋਂ ਉੱਚਾ ਕਰਨ ਦੇ ਵਿਰੋਧ ਵਿੱਚ ਵਪਾਰ ਮੰਡਲ ਧਨੌਲਾ ਨੇ ਰੋਸ ਜਤਾਇਆ। ਦੁਕਾਨਦਾਰਾਂ ਨੇ ਕਿਹਾ ਕਿ ਸੜਕਾਂ ਉੱਚੀਆਂ ਹੋਣ ਨਾਲ ਮੀਂਹ ਦਾ ਪਾਣੀ ਦੁਕਾਨਾਂ ਵਿੱਚ ਦਾਖ਼ਲ ਹੋਵੇਗਾ।: [9, 831, 103, 883]
article-headline: ਸਾਡਾ ਵਿਰਸਾ ਸਾਡਾ ਪਰਿਵਾਰ ਪ੍ਰੋਗਰਾਮ ਕੀਤਾ ਆਯੋਜਿਤ: [577, 1257, 843, 1272]
article-body: ਧਨੌਲਾ, 26 ਦਸੰਬਰ- ਸ਼ਹਿਰ ਦੇ ਬਾਜ਼ਾਰ ਨਾਲ ਲੱਗਦੀਆਂ ਸੜਕਾਂ ਨੂੰ ਲੈਵਲ ਤੋਂ ਉੱਚਾ ਕਰਨ ਦੇ ਵਿਰੋਧ ਵਿੱਚ ਵਪਾਰ ਮੰਡਲ ਧਨੌਲਾ ਨੇ ਰੋਸ ਜਤਾਇਆ। ਦੁਕਾਨਦਾਰਾਂ ਨੇ ਕਿਹਾ ਕਿ ਸੜਕਾਂ ਉੱਚੀਆਂ ਹੋਣ ਨਾਲ ਮੀਂਹ ਦਾ ਪਾਣੀ ਦੁਕਾਨਾਂ ਵਿੱਚ ਦਾਖ਼ਲ ਹੋਵੇਗਾ।: [205, 831, 301, 883]
article-headline: ਕੂੜੇ ਦੇ ਮਸਲੇ ਨੂੰ ਲੈ ਕੇ ਨਗਰ ਵਾਸੀਆਂ ਨੇ ਕੀਤਾ ਰੋਸ: [406, 982, 616, 996]
article-headline: ਕਰਨ ਤੇ ਵਪਾਰ ਮੰਡਲ ਧਨੌਲਾ ਨੇ ਜਤਾਇਆ ਰੋਸ: [49, 670, 261, 685]
article-body: ਮਜੌਲੀ, 26 ਦਸੰਬਰ- ਸਾਹਿਬਜ਼ਾਦਿਆਂ ਦੀ ਸ਼ਹਾਦਤ ਨੂੰ ਸਮਰਪਿਤ ਨਗਰ ਕੀਰਤਨ ਸ੍ਰੀ ਗੁਰੂ ਗ੍ਰੰਥ ਸਾਹਿਬ ਜੀ ਦੀ ਛਤਰ ਛਾਇਆ ਅਤੇ ਪੰਜ ਪਿਆਰਿਆਂ ਦੀ ਅਗਵਾਈ ਹੇਠ ਸਜਾਇਆ ਗਿਆ। ਸੰਗਤਾਂ ਨੇ ਵੱਡੀ ਗਿਣਤੀ ਵਿੱਚ ਹਾਜ਼ਰੀ ਭਰੀ ਅਤੇ ਥਾਂ ਥਾਂ ਲੰਗਰ ਲਗਾਏ ਗਏ।: [313, 685, 383, 771]
article-body: ਜ਼ੀਰਕਪੁਰ, 26 ਦਸੰਬਰ- ਸ਼ਹਿਰ ਵਿੱਚ ਕੂੜੇ ਦੇ ਢੇਰਾਂ ਦੀ ਸਮੱਸਿਆ ਨੂੰ ਲੈ ਕੇ ਨਗਰ ਵਾਸੀਆਂ ਨੇ ਰੋਸ ਮੁਜ਼ਾਹਰਾ ਕੀਤਾ ਅਤੇ ਪ੍ਰਸ਼ਾਸਨਿਕ ਅਧਿਕਾਰੀਆਂ ਨੂੰ ਮੰਗ ਪੱਤਰ ਸੌਂਪਿਆ। ਵਸਨੀਕਾਂ ਨੇ ਕਿਹਾ ਕਿ ਕੂੜੇ ਕਾਰਨ ਬਿਮਾਰੀਆਂ ਫੈਲਣ ਦਾ ਖ਼ਤਰਾ ਬਣਿਆ ਹੋਇਆ ਹੈ।: [509, 1139, 603, 1199]
sidebar-headline: ਗ੍ਰੰਥ ਸਾਹਿਬ ਦੇ ਸਰੂਪ ਇੱਥੋਂ: [11, 1310, 81, 1319]
article-subheadline: ਗੁਰਦੁਆਰਾ ਚਲਾ ਰਹੇ ਬਾਬਾ ਨੇ ਸਭੇ ਮਾਮੇ ਭਾਣਜੀ ਦੇ ਵਿਆਹ ਦਾ ਸਰਟੀਫਿਕੇਟ ਜਾਰੀ ਕਰਤਾ: [126, 1265, 352, 1273]
article-kicker: ਓਏ ਛੋਟੂ ਪੰਜਾਬ ਪੁਲਿਸ ਐਸ ਐਚ ਓ ਵੀ ਚੱਕ ਲੈਂਦੀ ਐ ਓਏ..!: [416, 367, 606, 377]
article-headline: ਮੋਗਾ ਦਾ ਇੱਕ ਪਰਿਵਾਰ ਵਿੱਚ ਬਣੇ ਗੁਰਦੁਆਰੇ ਵਿੱਚ ਬਿਨਾਂ ਅਨੰਦ ਕਾਰਜ ਕੀਤੇ ਘਰੋਂ ਭੱਜੇ ਜੋੜਿਆਂ ਨੂੰ ਦਿੱਤੇ ਜਾਂਦੇ ਸਨ ਵਿਆਹ ਦੇ ਸਰਟੀਫਿਕੇਟ: [9, 1238, 342, 1246]
article-body: ਧੌਲਾ, 26 ਦਸੰਬਰ (ਜਸਵੀਰ ਸਿੰਘ ਚੌਹਾਨ)- ਭਾਰਤੀ ਕਿਸਾਨ ਯੂਨੀਅਨ ਏਕਤਾ ਉਗਰਾਹਾਂ ਪੰਜਾਬ ਸੂਬਾ ਕਮੇਟੀ ਦੇ ਦਿਸ਼ਾ ਨਿਰਦੇਸ਼ਾਂ ਤਹਿਤ ਕਿਸਾਨ ਦੀ ਜ਼ਮੀਨ ਦਾ ਦਖ਼ਲ ਪਾਉਣ ਆਏ ਅਧਿਕਾਰੀਆਂ ਨੂੰ ਰੋਕਿਆ ਗਿਆ। ਜਥੇਬੰਦੀ ਦੇ ਆਗੂਆਂ ਨੇ ਕਿਹਾ ਕਿ ਕਿਸੇ ਵੀ ਕਿਸਾਨ ਦੀ ਜ਼ਮੀਨ ਦੀ ਕੁਰਕੀ ਨਹੀਂ ਹੋਣ ਦਿੱਤੀ ਜਾਵੇਗੀ ਅਤੇ ਪ੍ਰਸ਼ਾਸਨ ਦੇ ਅਧਿਕਾਰੀ ਬੇਰੰਗ ਵਾਪਸ ਮੁੜਨ ਲਈ ਮਜਬੂਰ ਹੋਏ।: [351, 265, 461, 343]
sidebar-headline: ਕਾਰਵਾਈ ਕਰਦੇ ਹੋਏ ਸ੍ਰੀ ਗੁਰੂ: [11, 1296, 88, 1305]
article-body: ਪੁਲਿਸ ਨੇ ਨਕਲੀ ਵਿਧਾਇਕ ਬਣ ਕੇ ਥਾਣਾ ਮੁਖੀ ਨੂੰ ਫੋਨ ਕਰਨ ਵਾਲੇ ਵਿਅਕਤੀ ਨੂੰ ਕਾਬੂ ਕਰ ਲਿਆ ਹੈ। ਦੋਸ਼ੀ ਨੇ ਆਪਣੇ ਸਾਥੀਆਂ ਨੂੰ ਛੁਡਾਉਣ ਲਈ ਆਪਣੇ ਆਪ ਨੂੰ ਐਮਐਲਏ ਦੱਸ ਕੇ ਫੋਨ ਕੀਤਾ ਸੀ। ਪੁਲਿਸ ਨੇ ਮਾਮਲਾ ਦਰਜ ਕਰਕੇ ਅਗਲੀ ਕਾਰਵਾਈ ਸ਼ੁਰੂ ਕਰ ਦਿੱਤੀ ਹੈ।: [313, 451, 413, 511]
article-headline: ਮੁਜ਼ਾਹਰਾ, ਪ੍ਰਸ਼ਾਸਨਿਕ ਅਧਿਕਾਰੀਆਂ ਨੂੰ ਦਿੱਤਾ ਮੰਗ ਪੱਤਰ: [392, 1002, 630, 1016]
